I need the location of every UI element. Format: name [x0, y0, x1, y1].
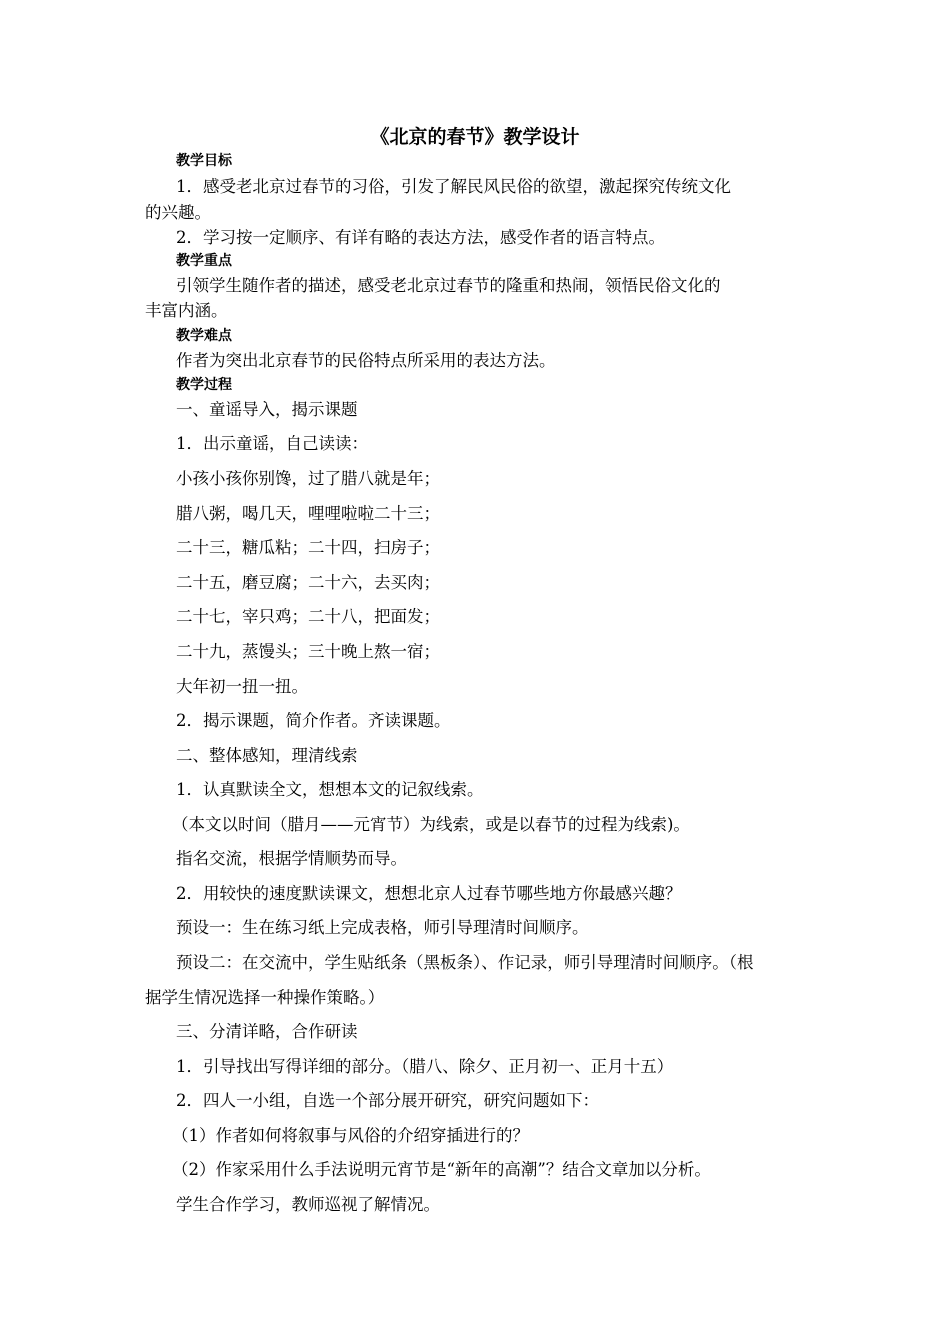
preset-2-line-2: 据学生情况选择一种操作策略。） [145, 988, 385, 1007]
research-question-2: （2）作家采用什么手法说明元宵节是“新年的高潮”？结合文章加以分析。 [172, 1160, 711, 1179]
rhyme-line: 小孩小孩你别馋，过了腊八就是年； [176, 469, 440, 488]
heading-teaching-goals: 教学目标 [176, 153, 232, 169]
rhyme-line: 二十五，磨豆腐；二十六，去买肉； [176, 573, 440, 592]
rhyme-line: 大年初一扭一扭。 [176, 677, 308, 696]
heading-teaching-process: 教学过程 [176, 377, 232, 393]
step-3-heading: 三、分清详略，合作研读 [176, 1022, 358, 1041]
step-2-item-2: 2．用较快的速度默读课文，想想北京人过春节哪些地方你最感兴趣？ [176, 884, 682, 903]
step-3-item-2: 2．四人一小组，自选一个部分展开研究，研究问题如下： [176, 1091, 599, 1110]
keypoint-line-1: 引领学生随作者的描述，感受老北京过春节的隆重和热闹，领悟民俗文化的 [176, 276, 721, 295]
preset-2-line-1: 预设二：在交流中，学生贴纸条（黑板条）、作记录，师引导理清时间顺序。（根 [176, 953, 754, 972]
rhyme-line: 二十九，蒸馒头；三十晚上熬一宿； [176, 642, 440, 661]
step-1-heading: 一、童谣导入，揭示课题 [176, 400, 358, 419]
keypoint-line-2: 丰富内涵。 [145, 301, 228, 320]
goal-1-line-1: 1．感受老北京过春节的习俗，引发了解民风民俗的欲望，激起探究传统文化 [176, 177, 731, 196]
goal-1-line-2: 的兴趣。 [145, 203, 211, 222]
rhyme-line: 二十七，宰只鸡；二十八，把面发； [176, 607, 440, 626]
step-1-item-1: 1．出示童谣，自己读读： [176, 434, 368, 453]
step-1-item-2: 2．揭示课题，简介作者。齐读课题。 [176, 711, 451, 730]
rhyme-line: 二十三，糖瓜粘；二十四，扫房子； [176, 538, 440, 557]
step-3-item-1: 1．引导找出写得详细的部分。（腊八、除夕、正月初一、正月十五） [176, 1057, 674, 1076]
difficulty-text: 作者为突出北京春节的民俗特点所采用的表达方法。 [176, 351, 556, 370]
heading-teaching-difficulty: 教学难点 [176, 328, 232, 344]
preset-1: 预设一：生在练习纸上完成表格，师引导理清时间顺序。 [176, 918, 589, 937]
step-2-item-1: 1．认真默读全文，想想本文的记叙线索。 [176, 780, 484, 799]
rhyme-line: 腊八粥，喝几天，哩哩啦啦二十三； [176, 504, 440, 523]
step-3-cooperation: 学生合作学习，教师巡视了解情况。 [176, 1195, 440, 1214]
step-2-item-1-guide: 指名交流，根据学情顺势而导。 [176, 849, 407, 868]
heading-teaching-keypoint: 教学重点 [176, 253, 232, 269]
goal-2: 2．学习按一定顺序、有详有略的表达方法，感受作者的语言特点。 [176, 228, 665, 247]
step-2-heading: 二、整体感知，理清线索 [176, 746, 358, 765]
step-2-item-1-note: （本文以时间（腊月——元宵节）为线索，或是以春节的过程为线索)。 [172, 815, 690, 834]
research-question-1: （1）作者如何将叙事与风俗的介绍穿插进行的？ [172, 1126, 529, 1145]
document-title: 《北京的春节》教学设计 [370, 126, 580, 148]
